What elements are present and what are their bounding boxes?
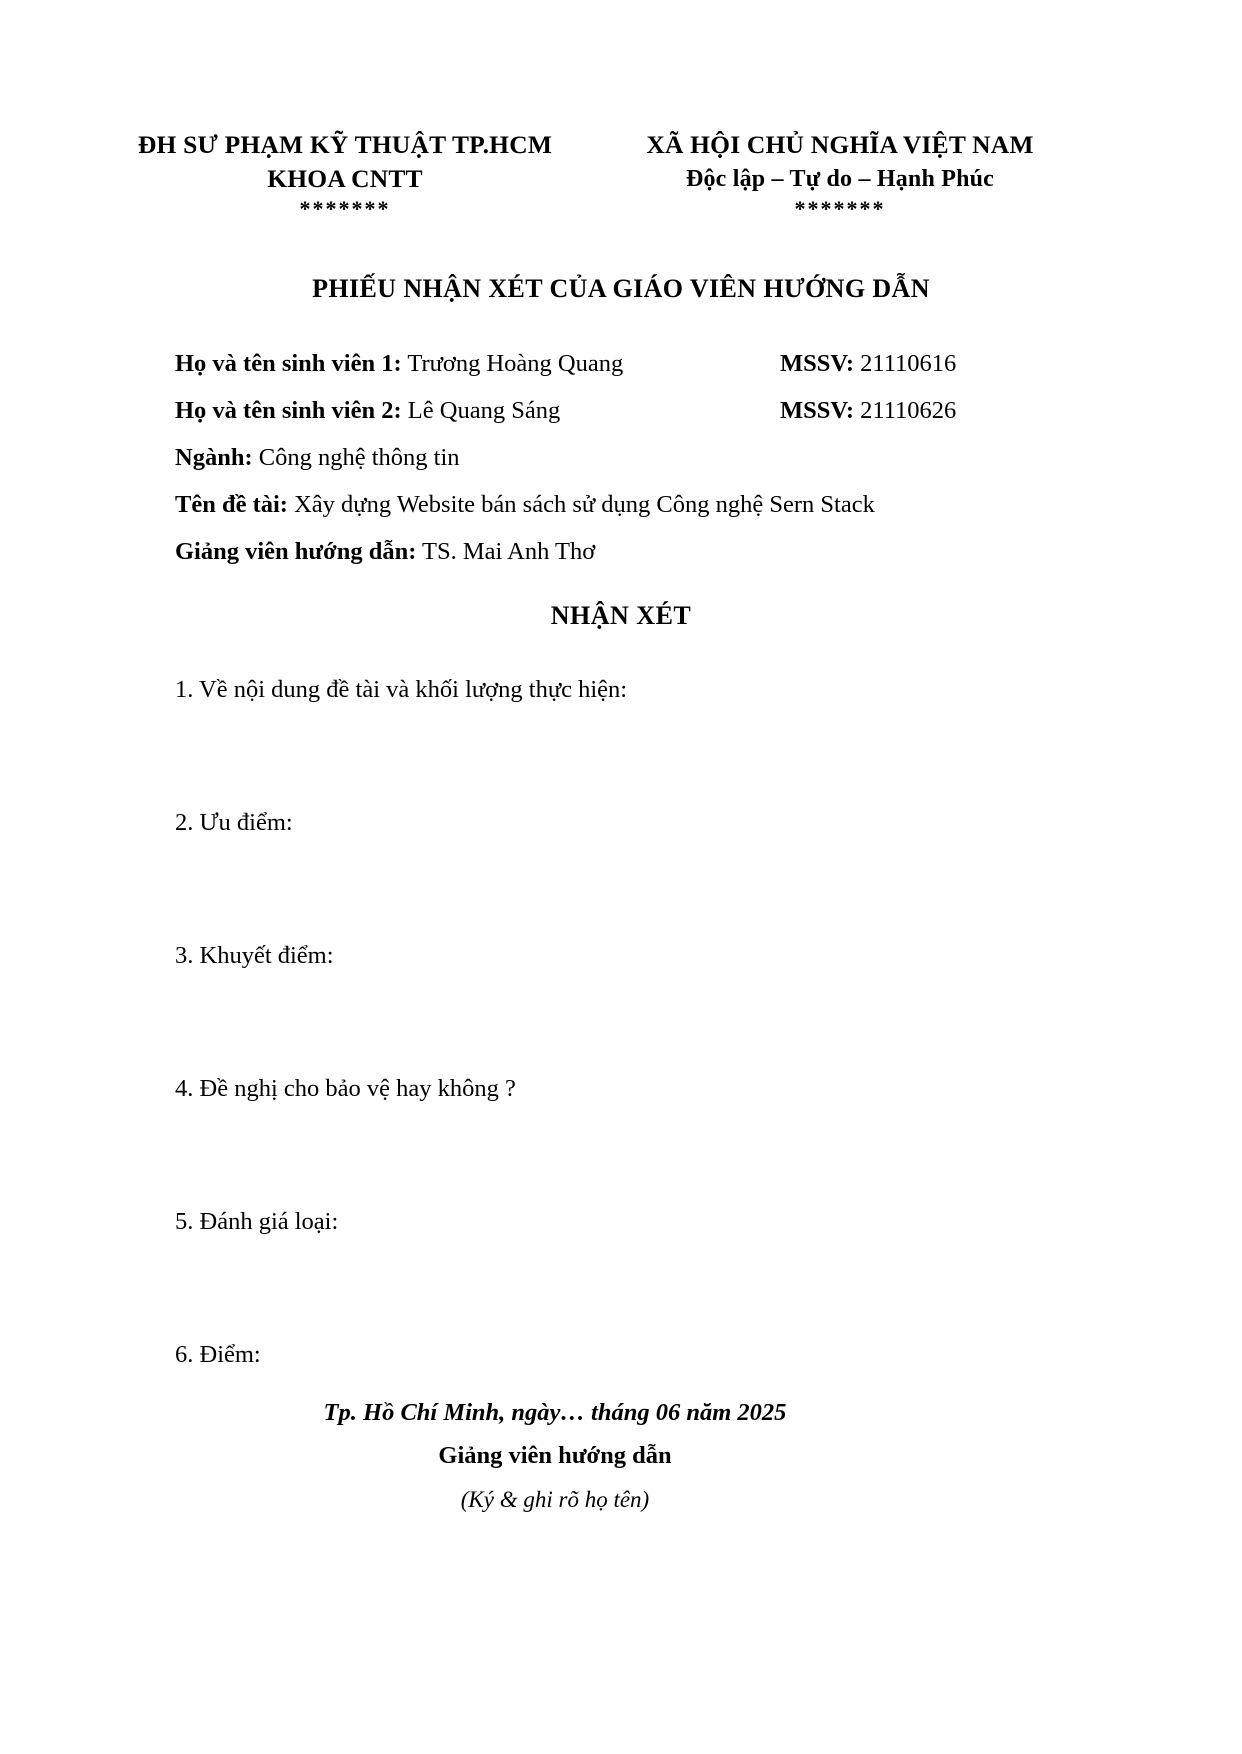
field-topic — [175, 481, 1122, 528]
field-student-1 — [175, 340, 1122, 387]
topic-label: Tên đề tài: — [175, 491, 288, 518]
section-title-nhan-xet: NHẬN XÉT — [550, 601, 692, 630]
country-name: XÃ HỘI CHỦ NGHĨA VIỆT NAM — [646, 130, 1034, 159]
student-1-id-label: MSSV: — [780, 350, 854, 377]
national-motto: Độc lập – Tự do – Hạnh Phúc — [685, 166, 995, 192]
review-item-3: 3. Khuyết điểm: — [175, 942, 334, 969]
advisor-label: Giảng viên hướng dẫn: — [175, 538, 417, 565]
field-major — [175, 434, 1122, 481]
signature-place-date: Tp. Hồ Chí Minh, ngày… tháng 06 năm 2025 — [323, 1399, 787, 1426]
student-2-id — [780, 387, 956, 434]
student-1-id — [780, 340, 956, 387]
page-title: PHIẾU NHẬN XÉT CỦA GIÁO VIÊN HƯỚNG DẪN — [312, 274, 930, 303]
review-item-6: 6. Điểm: — [175, 1341, 261, 1368]
faculty-name: KHOA CNTT — [267, 164, 423, 193]
university-name: ĐH SƯ PHẠM KỸ THUẬT TP.HCM — [137, 130, 553, 159]
student-2-id-value: 21110626 — [860, 397, 957, 424]
major-value: Công nghệ thông tin — [258, 444, 460, 471]
student-2-id-label: MSSV: — [780, 397, 854, 424]
review-item-2: 2. Ưu điểm: — [175, 809, 293, 836]
student-1-id-value: 21110616 — [860, 350, 957, 377]
topic-value: Xây dựng Website bán sách sử dụng Công nghệ Sern Stack — [294, 491, 875, 518]
header-right-block — [605, 128, 1075, 222]
header-left-stars: ******* — [299, 196, 391, 221]
signature-block — [0, 1392, 1242, 1522]
advisor-value: TS. Mai Anh Thơ — [422, 538, 596, 565]
student-2-label: Họ và tên sinh viên 2: — [175, 397, 402, 424]
student-2-value: Lê Quang Sáng — [407, 397, 561, 424]
major-label: Ngành: — [175, 444, 253, 471]
signature-role: Giảng viên hướng dẫn — [438, 1442, 672, 1469]
field-student-2 — [175, 387, 1122, 434]
review-item-5: 5. Đánh giá loại: — [175, 1208, 339, 1235]
student-1-label: Họ và tên sinh viên 1: — [175, 350, 402, 377]
review-items-list — [0, 675, 1242, 1370]
student-1-value: Trương Hoàng Quang — [407, 350, 624, 377]
info-fields — [0, 340, 1242, 575]
field-advisor — [175, 528, 1122, 575]
header-left-block — [105, 128, 585, 222]
review-item-4: 4. Đề nghị cho bảo vệ hay không ? — [175, 1075, 516, 1102]
header-right-stars: ******* — [794, 196, 886, 221]
review-item-1: 1. Về nội dung đề tài và khối lượng thực hiện: — [175, 676, 628, 703]
signature-note: (Ký & ghi rõ họ tên) — [460, 1487, 650, 1512]
document-header — [0, 0, 1242, 222]
